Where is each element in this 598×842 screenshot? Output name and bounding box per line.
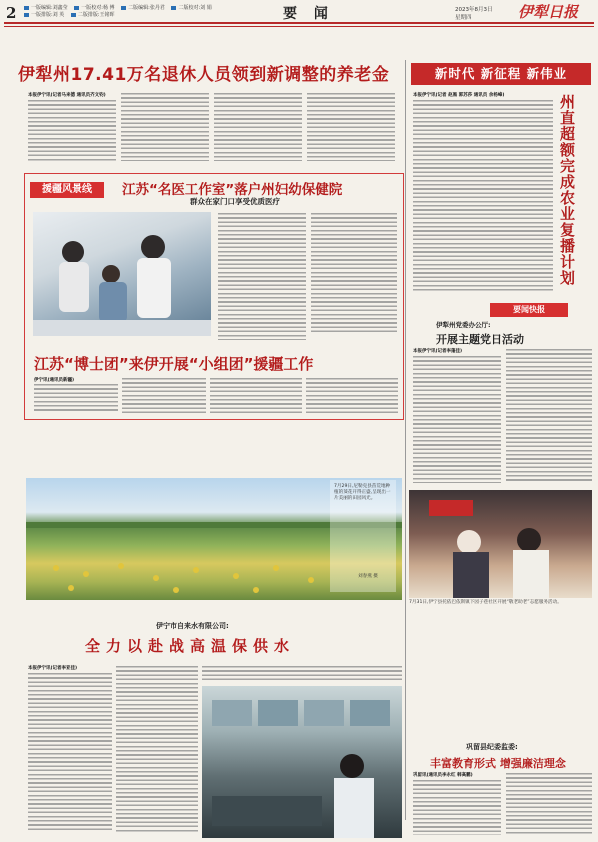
editor-tag: 二版校对:刘 娟	[171, 5, 211, 12]
aid-headline: 江苏“名医工作室”落户州妇幼保健院	[122, 182, 343, 198]
newspaper-logo: 伊犁日报	[518, 3, 579, 21]
vertical-headline: 州直超额完成农业复播计划	[558, 94, 576, 286]
lead-column-1	[28, 99, 116, 161]
date-line	[455, 6, 493, 22]
party-news-sub: 伊犁州党委办公厅:	[436, 321, 491, 329]
lead-column-2	[121, 92, 209, 161]
right-column-text	[413, 99, 553, 291]
editor-tag: 二版排版:王铭晖	[71, 12, 115, 19]
discipline-byline: 巩留讯(通讯员李永红 韩高鹏)	[413, 773, 473, 778]
discipline-sub: 巩留县纪委监委:	[466, 743, 518, 751]
water-story-headline: 全力以赴战高温保供水	[85, 637, 296, 655]
header-rule	[4, 22, 594, 24]
editor-tag: 二版编辑:张丹君	[121, 5, 165, 12]
editor-tag: 一版编辑:刘鑫莹	[24, 5, 68, 12]
water-col-1	[28, 672, 112, 832]
party-news-headline: 开展主题党日活动	[436, 333, 524, 346]
party-news-col-2	[506, 348, 592, 483]
water-story-byline: 本报伊宁讯(记者李亚佳)	[28, 666, 78, 671]
column-divider	[405, 60, 406, 820]
lead-column-4	[307, 92, 395, 161]
aid-second-col-4	[306, 377, 398, 413]
slogan-banner: 新时代 新征程 新伟业	[411, 63, 591, 85]
clinic-photo	[33, 212, 211, 336]
clinic-photo-illustration	[33, 212, 211, 336]
party-news-col-1	[413, 355, 501, 483]
right-byline: 本报伊宁讯(记者 赵黑 郭苏莎 通讯员 余杨峰)	[413, 93, 505, 98]
aid-second-headline: 江苏“博士团”来伊开展“小组团”援疆工作	[34, 355, 314, 373]
section-title: 要 闻	[283, 6, 334, 22]
weekday-text: 星期四	[455, 15, 472, 21]
aid-second-byline: 伊宁讯(通讯员新疆)	[34, 378, 75, 383]
lead-byline: 本报伊宁讯(记者马来德 通讯员齐文钧)	[28, 93, 106, 98]
water-col-3	[202, 665, 402, 683]
aid-column-1	[218, 212, 306, 340]
discipline-col-1	[413, 779, 501, 835]
aid-subheadline: 群众在家门口享受优质医疗	[190, 197, 280, 206]
farm-photo-caption: 7月29日,尼勒克县苗荒地种植的葵花开得正盛,呈现出一片美丽的田园风光。	[334, 484, 391, 501]
elderly-care-caption: 7月31日,伊宁县托依巴依斯镇下园子巷社区开展“敬老助老”志愿服务活动。	[409, 600, 562, 605]
header-rule-thin	[4, 26, 594, 27]
editor-tag: 一版校对:杨 傅	[74, 5, 114, 12]
elderly-care-photo	[409, 490, 592, 598]
aid-second-col-2	[122, 377, 206, 413]
control-room-illustration	[202, 686, 402, 838]
aid-column-2	[311, 212, 397, 332]
page-number: 2	[6, 4, 17, 22]
water-story-sub: 伊宁市自来水有限公司:	[156, 622, 229, 630]
editor-tags	[24, 5, 254, 19]
aid-second-col-1	[34, 383, 118, 413]
control-room-photo	[202, 686, 402, 838]
news-tag: 要闻快报	[490, 303, 568, 317]
discipline-headline: 丰富教育形式 增强廉洁理念	[430, 757, 566, 770]
editor-tag: 一版排版:刘 英	[24, 12, 64, 19]
discipline-col-2	[506, 772, 592, 835]
party-news-byline: 本报伊宁讯(记者李蓬佳)	[413, 349, 463, 354]
elderly-care-illustration	[409, 490, 592, 598]
aid-tag: 援疆风景线	[30, 182, 104, 198]
lead-headline: 伊犁州17.41万名退休人员领到新调整的养老金	[18, 65, 390, 85]
farm-photo-credit: 刘春燕 摄	[358, 574, 378, 579]
date-text: 2023年8月3日	[455, 7, 493, 13]
water-col-2	[116, 665, 198, 832]
lead-column-3	[214, 92, 302, 161]
aid-second-col-3	[210, 377, 302, 413]
